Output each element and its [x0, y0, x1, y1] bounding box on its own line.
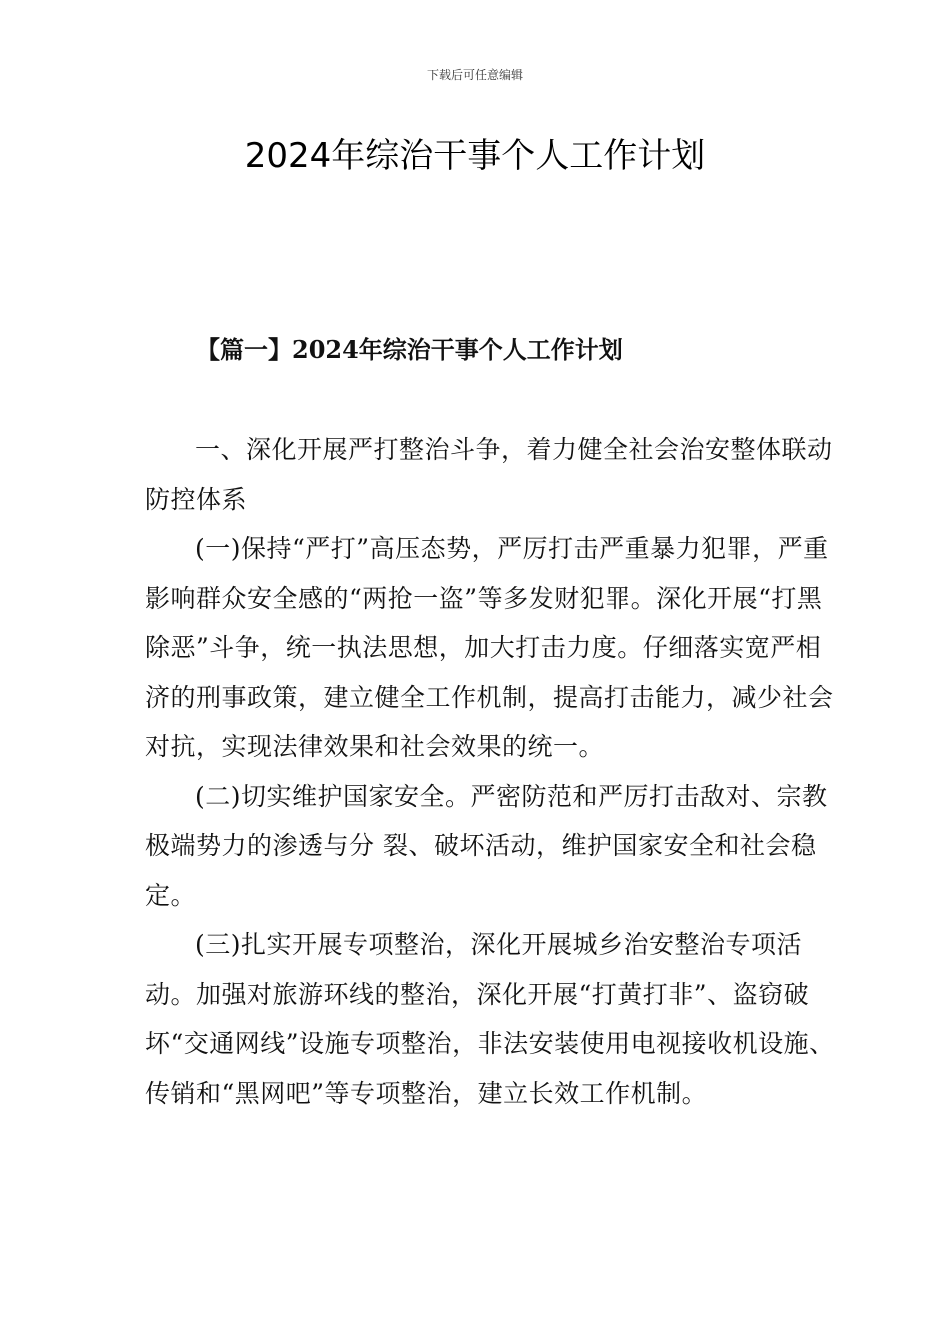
header-note: 下载后可任意编辑 [426, 68, 523, 82]
paragraph-item-3: (三)扎实开展专项整治，深化开展城乡治安整治专项活动。加强对旅游环线的整治，深化开展“打黄打非”、盗窃破坏“交通网线”设施专项整治，非法安装使用电视接收机设施、传销和“黑网吧”等专项整治，建立长效工作机制。 [145, 930, 835, 1108]
paragraph-heading-1: 一、深化开展严打整治斗争，着力健全社会治安整体联动防控体系 [145, 435, 833, 514]
paragraph-item-1: (一)保持“严打”高压态势，严厉打击严重暴力犯罪，严重影响群众安全感的“两抢一盗”等多发财犯罪。深化开展“打黑除恶”斗争，统一执法思想，加大打击力度。仔细落实宽严相济的刑事政策，建立健全工作机制，提高打击能力，减少社会对抗，实现法律效果和社会效果的统一。 [145, 534, 834, 761]
paragraph-item-2: (二)切实维护国家安全。严密防范和严厉打击敌对、宗教极端势力的渗透与分 裂、破坏活动，维护国家安全和社会稳定。 [145, 781, 828, 910]
section-heading: 【篇一】2024年综治干事个人工作计划 [196, 335, 623, 364]
document-body [145, 425, 835, 1118]
document-title: 2024年综治干事个人工作计划 [244, 136, 706, 176]
